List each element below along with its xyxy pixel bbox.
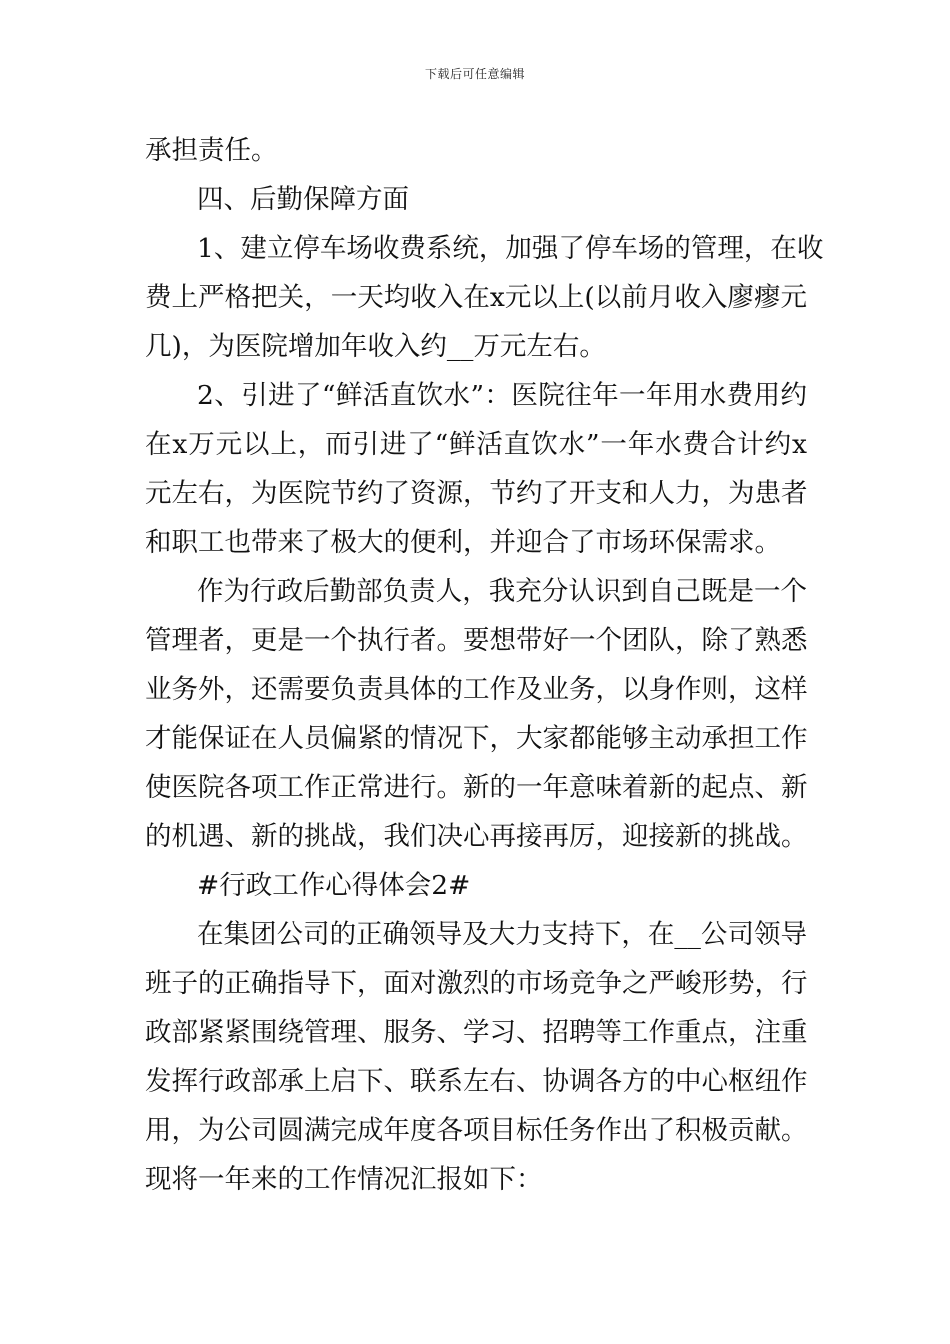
paragraph-line: 班子的正确指导下，面对激烈的市场竞争之严峻形势，行 <box>145 968 808 999</box>
paragraph-line: 和职工也带来了极大的便利，并迎合了市场环保需求。 <box>145 527 781 558</box>
paragraph-line: 2、引进了“鲜活直饮水”：医院往年一年用水费用约 <box>197 380 807 411</box>
paragraph-line: 发挥行政部承上启下、联系左右、协调各方的中心枢纽作 <box>145 1066 808 1097</box>
paragraph-line: 在集团公司的正确领导及大力支持下，在__公司领导 <box>197 919 807 950</box>
paragraph-line: 用，为公司圆满完成年度各项目标任务作出了积极贡献。 <box>145 1115 808 1146</box>
page-header: 下载后可任意编辑 <box>424 67 525 81</box>
paragraph-line: 1、建立停车场收费系统，加强了停车场的管理，在收 <box>197 233 824 264</box>
paragraph-line: 承担责任。 <box>145 135 278 166</box>
paragraph-line: 元左右，为医院节约了资源，节约了开支和人力，为患者 <box>145 478 808 509</box>
paragraph-line: 才能保证在人员偏紧的情况下，大家都能够主动承担工作 <box>145 723 808 754</box>
paragraph-line: 业务外，还需要负责具体的工作及业务，以身作则，这样 <box>145 674 808 705</box>
paragraph-line: 现将一年来的工作情况汇报如下： <box>145 1164 543 1195</box>
paragraph-line: 政部紧紧围绕管理、服务、学习、招聘等工作重点，注重 <box>145 1017 808 1048</box>
paragraph-line: 几)，为医院增加年收入约__万元左右。 <box>145 331 606 362</box>
paragraph-line: 的机遇、新的挑战，我们决心再接再厉，迎接新的挑战。 <box>145 821 808 852</box>
document-body <box>145 126 824 1204</box>
paragraph-line: 在x万元以上，而引进了“鲜活直饮水”一年水费合计约x <box>145 429 807 460</box>
section-heading: 四、后勤保障方面 <box>197 184 409 215</box>
paragraph-line: 费上严格把关，一天均收入在x元以上(以前月收入廖瘳元 <box>145 282 807 313</box>
paragraph-line: 管理者，更是一个执行者。要想带好一个团队，除了熟悉 <box>145 625 808 656</box>
paragraph-line: 使医院各项工作正常进行。新的一年意味着新的起点、新 <box>145 772 808 803</box>
paragraph-line: 作为行政后勤部负责人，我充分认识到自己既是一个 <box>197 576 807 607</box>
section-heading: #行政工作心得体会2# <box>197 870 471 901</box>
